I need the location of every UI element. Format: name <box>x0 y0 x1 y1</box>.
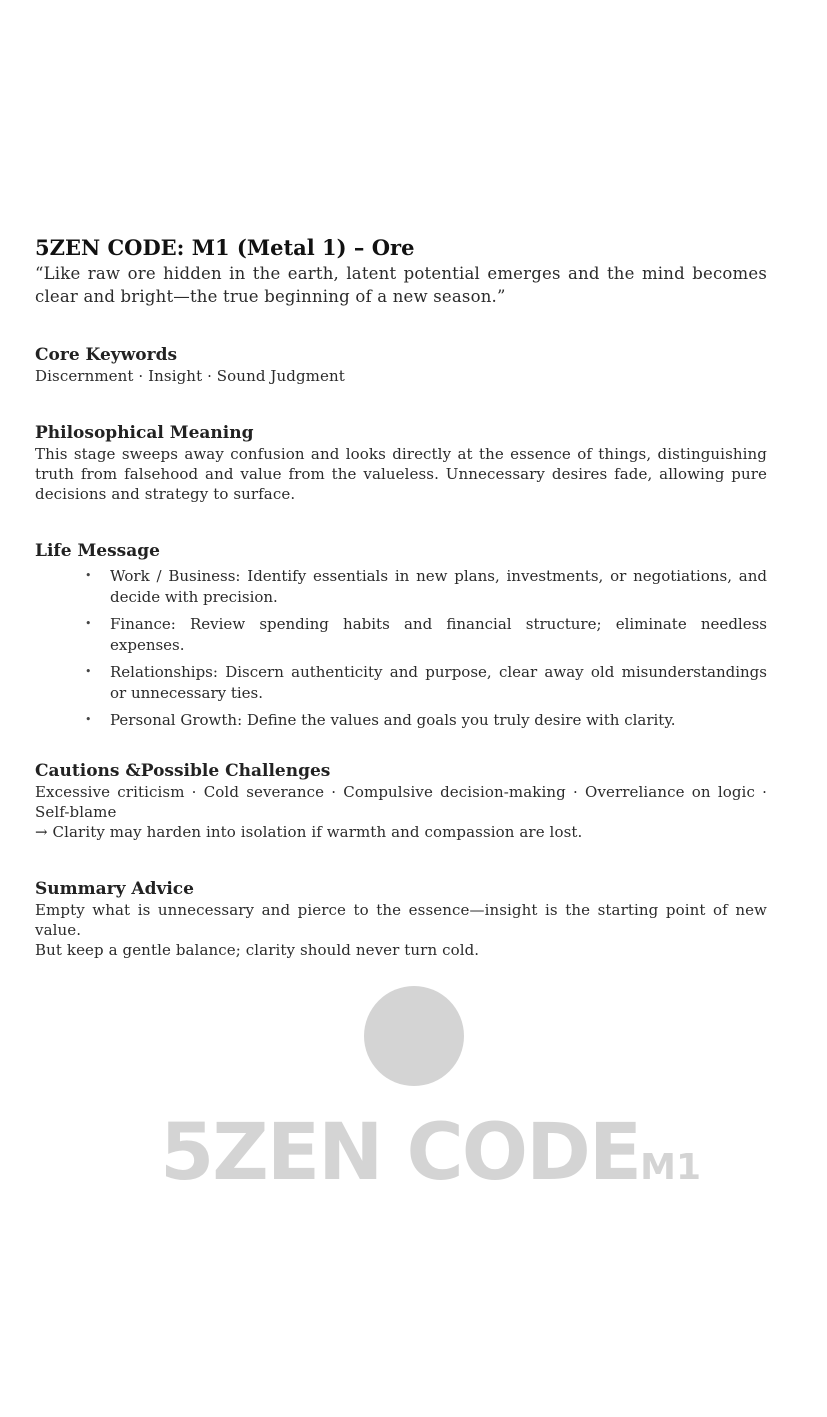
cautions-section <box>35 760 767 842</box>
life-message-list <box>35 566 767 731</box>
core-keywords-section <box>35 344 767 386</box>
core-keywords-text: Discernment · Insight · Sound Judgment <box>35 367 345 385</box>
document-page <box>35 234 767 996</box>
cautions-list-text: Excessive criticism · Cold severance · Compulsive decision-making · Overreliance on logic · Self-blame <box>35 782 767 821</box>
summary-text-2: But keep a gentle balance; clarity should never turn cold. <box>35 940 480 959</box>
summary-heading: Summary Advice <box>35 878 194 899</box>
list-item: • Relationships: Discern authenticity and purpose, clear away old misunderstandings or unnecessary ties. <box>85 662 767 703</box>
cautions-note-text: → Clarity may harden into isolation if warmth and compassion are lost. <box>35 822 583 841</box>
logo-circle-icon <box>364 986 464 1086</box>
life-message-section <box>35 540 767 731</box>
philosophical-meaning-heading: Philosophical Meaning <box>35 423 254 443</box>
list-item: • Work / Business: Identify essentials in new plans, investments, or negotiations, and decide with precision. <box>85 566 767 607</box>
summary-section <box>35 878 767 960</box>
logo-code-suffix: M1 <box>640 1147 702 1188</box>
brand-logo <box>160 1108 760 1213</box>
page-title: 5ZEN CODE: M1 (Metal 1) – Ore <box>35 235 415 260</box>
list-item: • Finance: Review spending habits and financial structure; eliminate needless expenses. <box>85 614 767 655</box>
core-keywords-heading: Core Keywords <box>35 345 178 365</box>
cautions-heading: Cautions &Possible Challenges <box>35 760 331 781</box>
logo-wordmark: 5ZEN CODE <box>160 1108 641 1198</box>
life-message-heading: Life Message <box>35 541 160 561</box>
intro-quote: “Like raw ore hidden in the earth, latent potential emerges and the mind becomes clear and bright—the true beginning of a new season.” <box>35 264 767 306</box>
philosophical-meaning-section <box>35 422 767 504</box>
philosophical-meaning-text: This stage sweeps away confusion and looks directly at the essence of things, distinguishing truth from falsehood and value from the valueless. Unnecessary desires fade, allowing pure decisions and strategy to surface. <box>35 445 767 503</box>
list-item: • Personal Growth: Define the values and goals you truly desire with clarity. <box>85 710 767 731</box>
summary-text-1: Empty what is unnecessary and pierce to the essence—insight is the starting point of new value. <box>35 900 767 939</box>
